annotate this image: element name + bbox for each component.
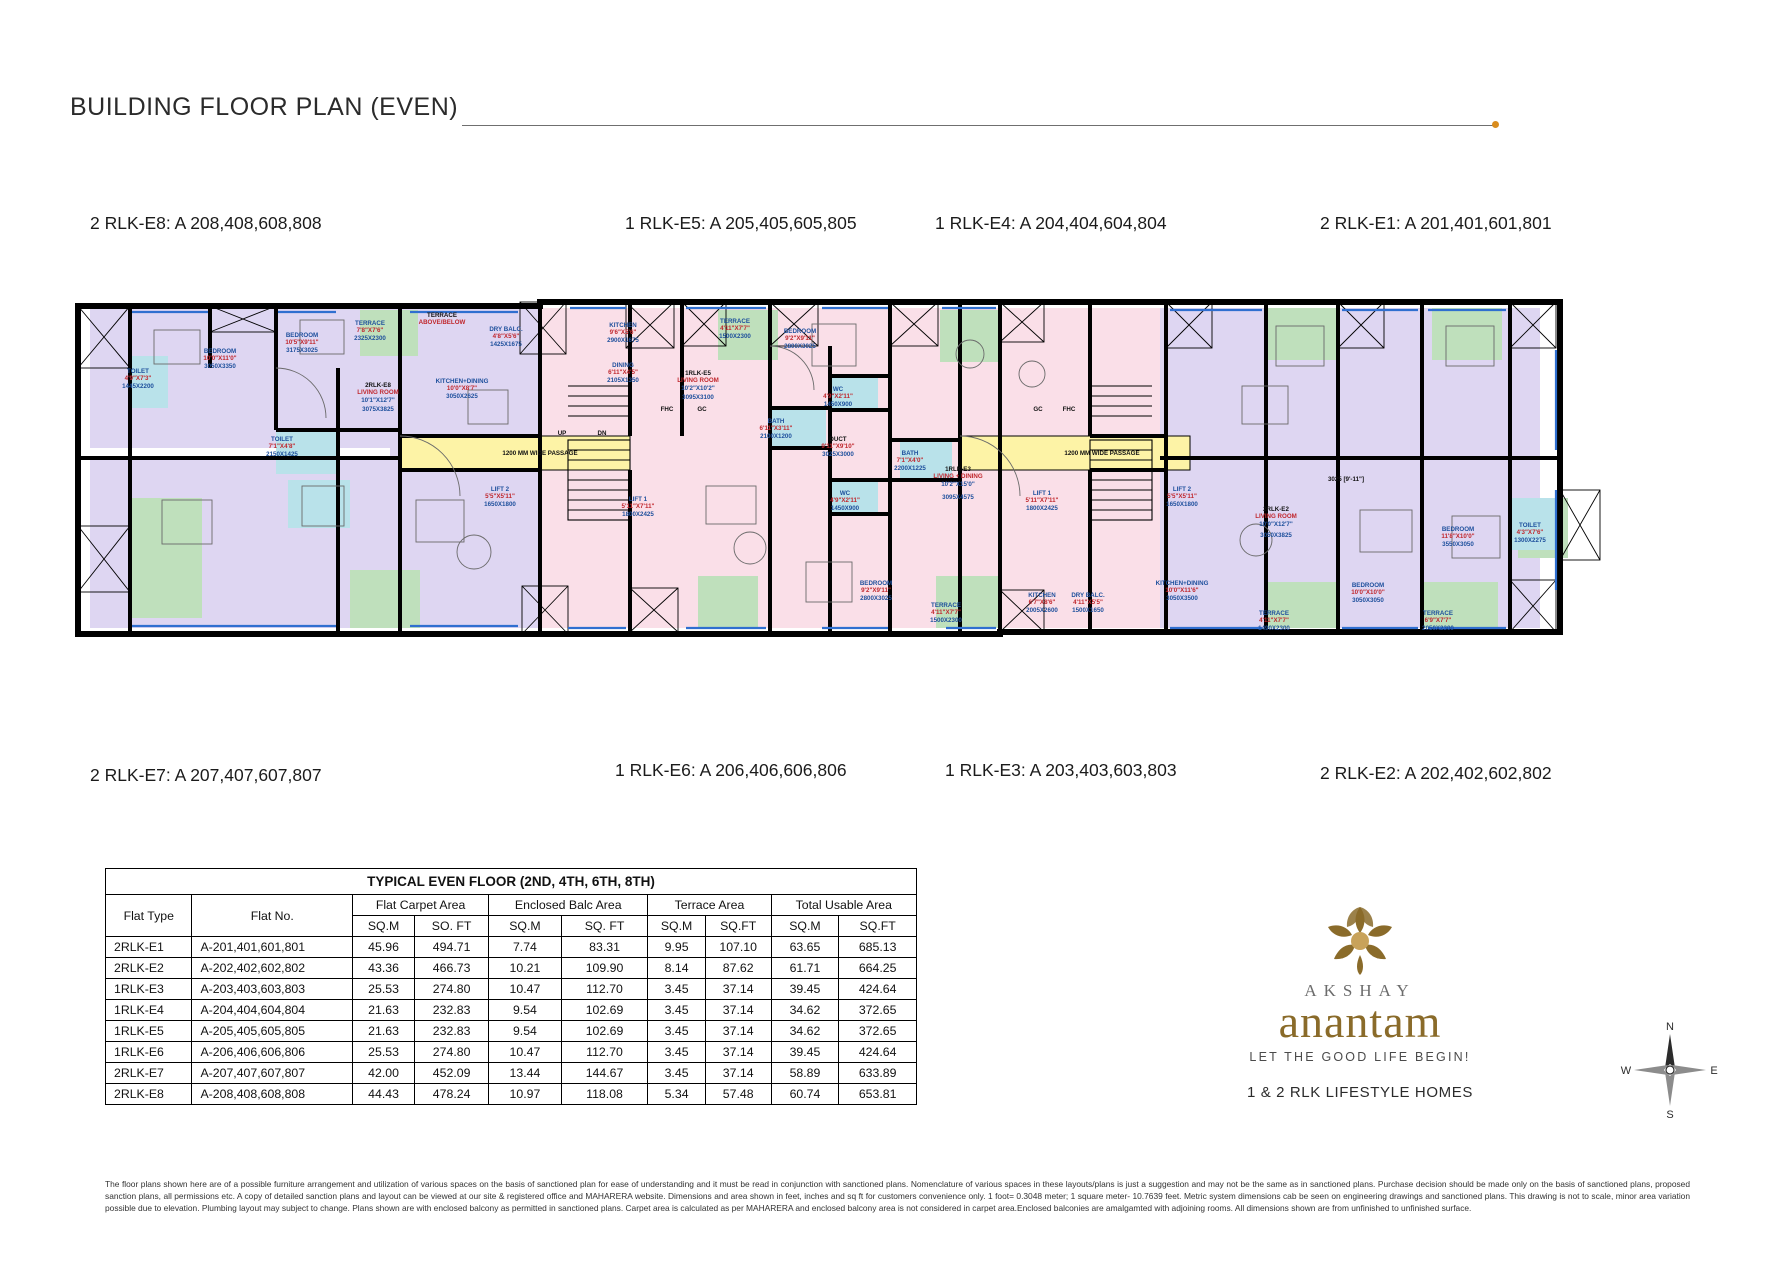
- logo-brand-top: AKSHAY: [1304, 981, 1416, 1000]
- table-unit-header: SO. FT: [415, 916, 489, 937]
- plan-label: 3025 [9'-11"]: [1327, 476, 1365, 483]
- area-value-cell: 37.14: [705, 1021, 771, 1042]
- area-value-cell: 63.65: [771, 937, 839, 958]
- plan-label: TERRACE 6'9"X7'7" 2050X2300: [1422, 610, 1454, 632]
- plan-label: TERRACE 4'11"X7'7" 1500X2300: [719, 318, 751, 340]
- plan-label: KITCHEN 6'7"X8'6" 2005X2600: [1026, 592, 1058, 614]
- area-value-cell: 5.34: [648, 1084, 705, 1105]
- plan-label: 3095X4575: [942, 494, 974, 501]
- area-value-cell: 112.70: [561, 979, 648, 1000]
- table-unit-header: SQ.FT: [839, 916, 917, 937]
- area-value-cell: 21.63: [353, 1000, 415, 1021]
- plan-label: 1RLK-E3 LIVING + DINING 10'2"X15'0": [933, 466, 983, 488]
- plan-label: BATH 7'1"X4'0" 2200X1225: [894, 450, 926, 472]
- flat-type-cell: 2RLK-E2: [106, 958, 192, 979]
- area-value-cell: 21.63: [353, 1021, 415, 1042]
- area-value-cell: 39.45: [771, 1042, 839, 1063]
- table-row: [106, 1084, 917, 1105]
- plan-label: BEDROOM 10'0"X11'0" 3050X3350: [203, 348, 237, 370]
- plan-label: 1200 MM WIDE PASSAGE: [1064, 450, 1140, 457]
- plan-label: 2RLK-E8 LIVING ROOM 10'1"X12'7": [357, 382, 399, 404]
- unit-caption-e2-bottom: 2 RLK-E2: A 202,402,602,802: [1320, 763, 1552, 783]
- unit-caption-e7-bottom: 2 RLK-E7: A 207,407,607,807: [90, 765, 322, 785]
- unit-caption-e4-top: 1 RLK-E4: A 204,404,604,804: [935, 213, 1167, 233]
- area-value-cell: 37.14: [705, 1000, 771, 1021]
- table-group-header: Flat Carpet Area: [353, 895, 489, 916]
- plan-label: DRY BALC. 4'8"X5'6" 1425X1675: [489, 326, 523, 348]
- area-value-cell: 37.14: [705, 1042, 771, 1063]
- table-row: [106, 979, 917, 1000]
- flat-no-cell: A-201,401,601,801: [192, 937, 353, 958]
- area-value-cell: 25.53: [353, 979, 415, 1000]
- area-value-cell: 10.47: [489, 979, 562, 1000]
- compass-w: W: [1620, 1065, 1632, 1077]
- area-value-cell: 274.80: [415, 979, 489, 1000]
- area-value-cell: 109.90: [561, 958, 648, 979]
- flat-type-cell: 1RLK-E5: [106, 1021, 192, 1042]
- area-value-cell: 44.43: [353, 1084, 415, 1105]
- area-value-cell: 34.62: [771, 1021, 839, 1042]
- area-value-cell: 87.62: [705, 958, 771, 979]
- area-value-cell: 452.09: [415, 1063, 489, 1084]
- area-value-cell: 3.45: [648, 1021, 705, 1042]
- plan-label: TOILET 4'9"X7'3" 1445X2200: [122, 368, 154, 390]
- area-value-cell: 3.45: [648, 1000, 705, 1021]
- logo-subtitle: 1 & 2 RLK LIFESTYLE HOMES: [1247, 1084, 1473, 1101]
- area-value-cell: 9.54: [489, 1000, 562, 1021]
- flat-no-cell: A-204,404,604,804: [192, 1000, 353, 1021]
- flat-no-cell: A-207,407,607,807: [192, 1063, 353, 1084]
- area-value-cell: 60.74: [771, 1084, 839, 1105]
- compass-icon: [1620, 1020, 1720, 1120]
- plan-label: DINING 6'11"X4'5" 2105X1350: [607, 362, 639, 384]
- plan-label: 2RLK-E2 LIVING ROOM 10'0"X12'7": [1255, 506, 1297, 528]
- table-body: [106, 937, 917, 1105]
- table-unit-header: SQ.M: [489, 916, 562, 937]
- plan-label: BEDROOM 9'2"X9'11" 2800X3025: [783, 328, 817, 350]
- disclaimer-text: The floor plans shown here are of a possible furniture arrangement and utilization of various spaces on the basis of sanctioned plan for ease of understanding and it must be read in conjunction with sanctioned plans. Nomenclature of various spaces in these layouts/plans is just a suggestion and may not be the same as in sanctioned plans. Purchase decision should be made only on the basis of sanctioned plans, proposed sanction plans, all permissions etc. A copy of detailed sanction plans and layout can be viewed at our site & registered office and MAHARERA website. Dimensions and area shown in feet, inches and sq ft for customers convenience only. 1 foot= 0.3048 meter; 1 square meter- 10.7639 feet. Metric system dimensions cab be seen on engineering drawings and sanctioned plans. This drawing is not to scale, minor area variation possible due to elevation. Plumbing layout may subject to change. Plans shown are with enclosed balcony as permitted in sanctioned plans. Carpet area is calculated as per MAHARERA and enclosed balcony area is not considered in carpet area.Enclosed balconies are amalgamted with adjoining rooms. All dimensions shown are from unfinished to unfinished surface.: [105, 1179, 1690, 1214]
- area-value-cell: 372.65: [839, 1000, 917, 1021]
- area-value-cell: 37.14: [705, 1063, 771, 1084]
- title-divider: [462, 125, 1494, 126]
- area-value-cell: 45.96: [353, 937, 415, 958]
- plan-label: TOILET 7'1"X4'8" 2150X1425: [266, 436, 298, 458]
- area-value-cell: 466.73: [415, 958, 489, 979]
- flat-no-cell: A-205,405,605,805: [192, 1021, 353, 1042]
- area-value-cell: 664.25: [839, 958, 917, 979]
- table-group-header: Total Usable Area: [771, 895, 916, 916]
- table-group-header: Flat No.: [192, 895, 353, 937]
- table-row: [106, 1000, 917, 1021]
- flower-logo-icon: [1318, 905, 1402, 977]
- plan-label: TERRACE 7'8"X7'6" 2325X2300: [354, 320, 386, 342]
- compass-n: N: [1666, 1021, 1674, 1033]
- flat-type-cell: 1RLK-E4: [106, 1000, 192, 1021]
- area-value-cell: 10.21: [489, 958, 562, 979]
- plan-label: 1RLK-E5 LIVING ROOM 10'2"X10'2": [677, 370, 719, 392]
- table-unit-header: SQ.FT: [705, 916, 771, 937]
- plan-label: WC 4'9"X2'11" 1450X900: [830, 490, 860, 512]
- area-value-cell: 10.97: [489, 1084, 562, 1105]
- plan-label: TOILET 4'3"X7'6" 1300X2275: [1514, 522, 1546, 544]
- plan-label: GC: [697, 406, 707, 413]
- area-value-cell: 10.47: [489, 1042, 562, 1063]
- plan-label: LIFT 1 5'11"X7'11" 1800X2425: [1025, 490, 1059, 512]
- area-value-cell: 118.08: [561, 1084, 648, 1105]
- plan-label: BEDROOM 9'2"X9'11" 2800X3025: [859, 580, 893, 602]
- flat-no-cell: A-203,403,603,803: [192, 979, 353, 1000]
- flat-type-cell: 2RLK-E8: [106, 1084, 192, 1105]
- area-value-cell: 144.67: [561, 1063, 648, 1084]
- area-statement-table: [105, 868, 917, 1105]
- flat-no-cell: A-202,402,602,802: [192, 958, 353, 979]
- area-value-cell: 43.36: [353, 958, 415, 979]
- plan-label: 3050X3825: [1260, 532, 1292, 539]
- area-value-cell: 372.65: [839, 1021, 917, 1042]
- area-value-cell: 13.44: [489, 1063, 562, 1084]
- table-row: [106, 958, 917, 979]
- page-title: BUILDING FLOOR PLAN (EVEN): [70, 93, 459, 121]
- unit-caption-e1-top: 2 RLK-E1: A 201,401,601,801: [1320, 213, 1552, 233]
- plan-label: DRY BALC. 4'11"X5'5" 1500X1650: [1071, 592, 1105, 614]
- table-row: [106, 937, 917, 958]
- flat-type-cell: 2RLK-E1: [106, 937, 192, 958]
- area-value-cell: 478.24: [415, 1084, 489, 1105]
- plan-label: DUCT 9'11"X9'10" 3025X3000: [821, 436, 855, 458]
- area-value-cell: 39.45: [771, 979, 839, 1000]
- table-group-header: Terrace Area: [648, 895, 771, 916]
- table-unit-header: SQ.M: [648, 916, 705, 937]
- area-value-cell: 61.71: [771, 958, 839, 979]
- plan-label: LIFT 2 5'5"X5'11" 1650X1800: [484, 486, 516, 508]
- area-value-cell: 57.48: [705, 1084, 771, 1105]
- plan-label: TERRACE ABOVE/BELOW: [418, 312, 466, 327]
- area-value-cell: 58.89: [771, 1063, 839, 1084]
- area-value-cell: 3.45: [648, 1042, 705, 1063]
- area-value-cell: 9.54: [489, 1021, 562, 1042]
- table-unit-header: SQ.M: [353, 916, 415, 937]
- area-value-cell: 8.14: [648, 958, 705, 979]
- table-unit-header: SQ.M: [771, 916, 839, 937]
- plan-label: DN: [597, 430, 607, 437]
- table-title: TYPICAL EVEN FLOOR (2ND, 4TH, 6TH, 8TH): [106, 869, 917, 895]
- plan-label: 1200 MM WIDE PASSAGE: [502, 450, 578, 457]
- table-group-header: Enclosed Balc Area: [489, 895, 648, 916]
- flat-type-cell: 2RLK-E7: [106, 1063, 192, 1084]
- unit-caption-e8-top: 2 RLK-E8: A 208,408,608,808: [90, 213, 322, 233]
- plan-label: UP: [557, 430, 567, 437]
- area-value-cell: 37.14: [705, 979, 771, 1000]
- flat-no-cell: A-208,408,608,808: [192, 1084, 353, 1105]
- compass-e: E: [1710, 1065, 1718, 1077]
- plan-label: LIFT 1 5'11"X7'11" 1800X2425: [621, 496, 655, 518]
- area-value-cell: 3.45: [648, 1063, 705, 1084]
- title-end-dot: [1492, 121, 1499, 128]
- area-value-cell: 424.64: [839, 979, 917, 1000]
- area-value-cell: 274.80: [415, 1042, 489, 1063]
- table-group-header: Flat Type: [106, 895, 192, 937]
- plan-label: KITCHEN 9'6"X5'6" 2900X1675: [607, 322, 639, 344]
- area-value-cell: 9.95: [648, 937, 705, 958]
- area-value-cell: 685.13: [839, 937, 917, 958]
- area-value-cell: 107.10: [705, 937, 771, 958]
- area-value-cell: 102.69: [561, 1021, 648, 1042]
- table-row: [106, 1042, 917, 1063]
- area-value-cell: 232.83: [415, 1000, 489, 1021]
- area-value-cell: 34.62: [771, 1000, 839, 1021]
- plan-label: 3095X3100: [682, 394, 714, 401]
- logo-tagline: LET THE GOOD LIFE BEGIN!: [1249, 1050, 1471, 1064]
- plan-label: FHC: [660, 406, 674, 413]
- flat-type-cell: 1RLK-E3: [106, 979, 192, 1000]
- plan-label: BEDROOM 10'0"X10'0" 3050X3050: [1351, 582, 1385, 604]
- plan-label: 3075X3825: [362, 406, 394, 413]
- area-value-cell: 424.64: [839, 1042, 917, 1063]
- table-unit-header: SQ. FT: [561, 916, 648, 937]
- brand-logo: [1215, 905, 1505, 1101]
- plan-label: FHC: [1062, 406, 1076, 413]
- area-value-cell: 494.71: [415, 937, 489, 958]
- area-value-cell: 42.00: [353, 1063, 415, 1084]
- plan-label: BEDROOM 11'8"X10'0" 3550X3050: [1441, 526, 1475, 548]
- plan-label: WC 4'9"X2'11" 1450X900: [823, 386, 853, 408]
- plan-label: KITCHEN+DINING 10'0"X8'7" 3050X2625: [435, 378, 489, 400]
- area-value-cell: 232.83: [415, 1021, 489, 1042]
- area-value-cell: 633.89: [839, 1063, 917, 1084]
- plan-label: TERRACE 4'11"X7'7" 1500X2300: [930, 602, 962, 624]
- flat-type-cell: 1RLK-E6: [106, 1042, 192, 1063]
- table-row: [106, 1021, 917, 1042]
- plan-label: GC: [1033, 406, 1043, 413]
- area-value-cell: 102.69: [561, 1000, 648, 1021]
- area-value-cell: 7.74: [489, 937, 562, 958]
- area-value-cell: 25.53: [353, 1042, 415, 1063]
- area-value-cell: 653.81: [839, 1084, 917, 1105]
- flat-no-cell: A-206,406,606,806: [192, 1042, 353, 1063]
- unit-caption-e5-top: 1 RLK-E5: A 205,405,605,805: [625, 213, 857, 233]
- table-group-header-row: [106, 895, 917, 916]
- logo-brand-main: anantam: [1278, 996, 1442, 1047]
- compass-s: S: [1666, 1109, 1674, 1120]
- unit-caption-e6-bottom: 1 RLK-E6: A 206,406,606,806: [615, 760, 847, 780]
- plan-label: LIFT 2 5'5"X5'11" 1650X1800: [1166, 486, 1198, 508]
- area-value-cell: 3.45: [648, 979, 705, 1000]
- plan-label: BEDROOM 10'5"X9'11" 3175X3025: [285, 332, 319, 354]
- plan-label: TERRACE 4'11"X7'7" 1490X2300: [1258, 610, 1290, 632]
- plan-label: BATH 6'11"X3'11" 2100X1200: [759, 418, 793, 440]
- area-value-cell: 83.31: [561, 937, 648, 958]
- plan-label: KITCHEN+DINING 10'0"X11'6" 3050X3500: [1155, 580, 1209, 602]
- area-value-cell: 112.70: [561, 1042, 648, 1063]
- unit-caption-e3-bottom: 1 RLK-E3: A 203,403,603,803: [945, 760, 1177, 780]
- table-row: [106, 1063, 917, 1084]
